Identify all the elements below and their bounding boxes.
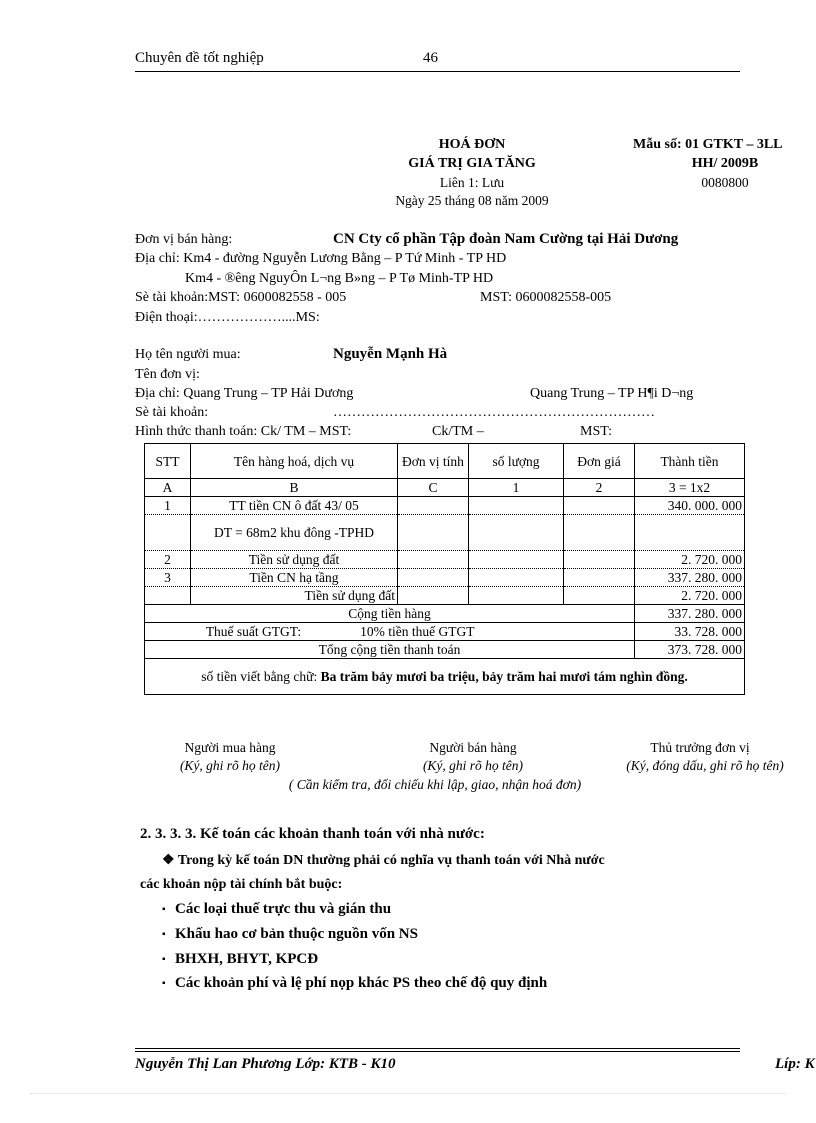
row-stt: 3 <box>145 569 191 587</box>
bottom-dotted-line <box>30 1093 786 1094</box>
col-header: Đơn giá <box>564 444 635 479</box>
invoice-subtitle: GIÁ TRỊ GIA TĂNG <box>408 156 536 171</box>
section-heading: 2. 3. 3. 3. Kế toán các khoản thanh toán với nhà nước: <box>140 826 485 842</box>
row-amount: 337. 280. 000 <box>635 569 745 587</box>
table-row <box>145 551 745 569</box>
section-intro-1: ❖ Trong kỳ kế toán DN thường phải có nghĩa vụ thanh toán với Nhà nước <box>162 853 605 868</box>
seller-name: CN Cty cổ phần Tập đoàn Nam Cường tại Hải Dương <box>333 231 679 247</box>
form-code: Mẫu số: 01 GTKT – 3LL <box>633 137 783 152</box>
table-row <box>145 497 745 515</box>
buyer-account-label: Sè tài khoản: <box>135 405 209 420</box>
sig-seller-role: Người bán hàng <box>429 740 517 755</box>
table-row <box>145 515 745 551</box>
sig-head-role: Thủ trưởng đơn vị <box>650 740 750 755</box>
header-rule <box>135 71 740 72</box>
row-name: Tiền CN hạ tầng <box>191 569 398 587</box>
amount-words-label: số tiền viết bằng chữ: <box>201 668 318 684</box>
check-note: ( Cần kiểm tra, đối chiếu khi lập, giao, nhận hoá đơn) <box>288 777 582 792</box>
invoice-series: HH/ 2009B <box>691 156 759 171</box>
list-item: ▪ BHXH, BHYT, KPCĐ <box>175 951 318 968</box>
table-row <box>145 587 745 605</box>
row-name: Tiền sử dụng đất <box>191 587 398 605</box>
col-code: B <box>191 479 398 497</box>
col-code: C <box>398 479 469 497</box>
vat-amount: 33. 728. 000 <box>635 623 745 641</box>
subtotal-label: Cộng tiền hàng <box>145 605 635 623</box>
table-code-row <box>145 479 745 497</box>
payment-method-2: Ck/TM – <box>432 424 484 439</box>
sig-seller-note: (Ký, ghi rõ họ tên) <box>422 758 524 773</box>
payment-method: Hình thức thanh toán: Ck/ TM – MST: <box>135 424 352 439</box>
row-stt: 2 <box>145 551 191 569</box>
total-amount: 373. 728. 000 <box>635 641 745 659</box>
sig-head-note: (Ký, đóng dấu, ghi rõ họ tên) <box>626 758 784 773</box>
col-header: Thành tiền <box>635 444 745 479</box>
invoice-copy: Liên 1: Lưu <box>439 175 505 190</box>
row-name: DT = 68m2 khu đông -TPHD <box>191 515 398 551</box>
seller-phone: Điện thoại:………………....MS: <box>135 310 320 325</box>
row-amount: 340. 000. 000 <box>635 497 745 515</box>
list-item: ▪ Khấu hao cơ bản thuộc nguồn vốn NS <box>175 926 418 943</box>
col-header: STT <box>145 444 191 479</box>
buyer-unit: Tên đơn vị: <box>135 367 200 382</box>
col-code: 3 = 1x2 <box>635 479 745 497</box>
vat-row <box>145 623 745 641</box>
seller-label: Đơn vị bán hàng: <box>135 232 233 247</box>
seller-mst: MST: 0600082558-005 <box>480 290 612 305</box>
col-code: 2 <box>564 479 635 497</box>
total-row <box>145 641 745 659</box>
col-header: Đơn vị tính <box>398 444 469 479</box>
section-intro-2: các khoản nộp tài chính bắt buộc: <box>140 877 343 892</box>
payment-mst: MST: <box>580 424 612 439</box>
list-item: ▪ Các loại thuế trực thu và gián thu <box>175 901 391 918</box>
sig-buyer-note: (Ký, ghi rõ họ tên) <box>179 758 281 773</box>
row-stt <box>145 515 191 551</box>
footer-rule-2 <box>135 1051 740 1052</box>
col-code: A <box>145 479 191 497</box>
seller-account: Sè tài khoản:MST: 0600082558 - 005 <box>135 290 347 305</box>
row-name: TT tiền CN ô đất 43/ 05 <box>191 497 398 515</box>
amount-words-row <box>145 659 745 695</box>
footer-rule <box>135 1048 740 1049</box>
row-stt: 1 <box>145 497 191 515</box>
list-item: ▪ Các khoản phí và lệ phí nọp khác PS theo chế độ quy định <box>175 975 547 992</box>
total-label: Tổng cộng tiền thanh toán <box>145 641 635 659</box>
invoice-table <box>144 443 745 695</box>
seller-address: Địa chỉ: Km4 - đường Nguyễn Lương Bằng – P Tứ Minh - TP HD <box>135 251 507 266</box>
vat-rate-label: 10% tiền thuế GTGT <box>360 623 475 639</box>
buyer-label: Họ tên người mua: <box>135 347 241 362</box>
sig-buyer-role: Người mua hàng <box>184 740 276 755</box>
vat-cell <box>145 623 635 641</box>
buyer-account-dots: …………………………………………………………… <box>333 405 655 420</box>
col-header: Tên hàng hoá, dịch vụ <box>191 444 398 479</box>
invoice-number: 0080800 <box>701 175 749 190</box>
col-header: số lượng <box>469 444 564 479</box>
buyer-address-2: Quang Trung – TP H¶i D¬ng <box>530 386 694 401</box>
table-row <box>145 569 745 587</box>
amount-words-cell <box>145 659 745 695</box>
invoice-date: Ngày 25 tháng 08 năm 2009 <box>395 193 549 208</box>
row-amount: 2. 720. 000 <box>635 551 745 569</box>
row-stt <box>145 587 191 605</box>
vat-label: Thuế suất GTGT: <box>205 623 302 639</box>
buyer-address: Địa chỉ: Quang Trung – TP Hải Dương <box>135 386 354 401</box>
page-number: 46 <box>423 50 438 66</box>
seller-address-2: Km4 - ®êng NguyÔn L¬ng B»ng – P Tø Minh-TP HD <box>185 271 494 286</box>
invoice-title: HOÁ ĐƠN <box>438 137 506 152</box>
buyer-name: Nguyễn Mạnh Hà <box>333 346 448 362</box>
amount-words-value: Ba trăm bảy mươi ba triệu, bảy trăm hai mươi tám nghìn đồng. <box>320 668 688 684</box>
col-code: 1 <box>469 479 564 497</box>
page-header-title: Chuyên đề tốt nghiệp <box>135 50 264 66</box>
footer-author: Nguyễn Thị Lan Phương Lớp: KTB - K10 <box>135 1056 396 1072</box>
row-name: Tiền sử dụng đất <box>191 551 398 569</box>
subtotal-row <box>145 605 745 623</box>
subtotal-amount: 337. 280. 000 <box>635 605 745 623</box>
footer-right: Líp: K <box>775 1056 815 1072</box>
row-amount: 2. 720. 000 <box>635 587 745 605</box>
row-amount <box>635 515 745 551</box>
table-header-row <box>145 444 745 479</box>
